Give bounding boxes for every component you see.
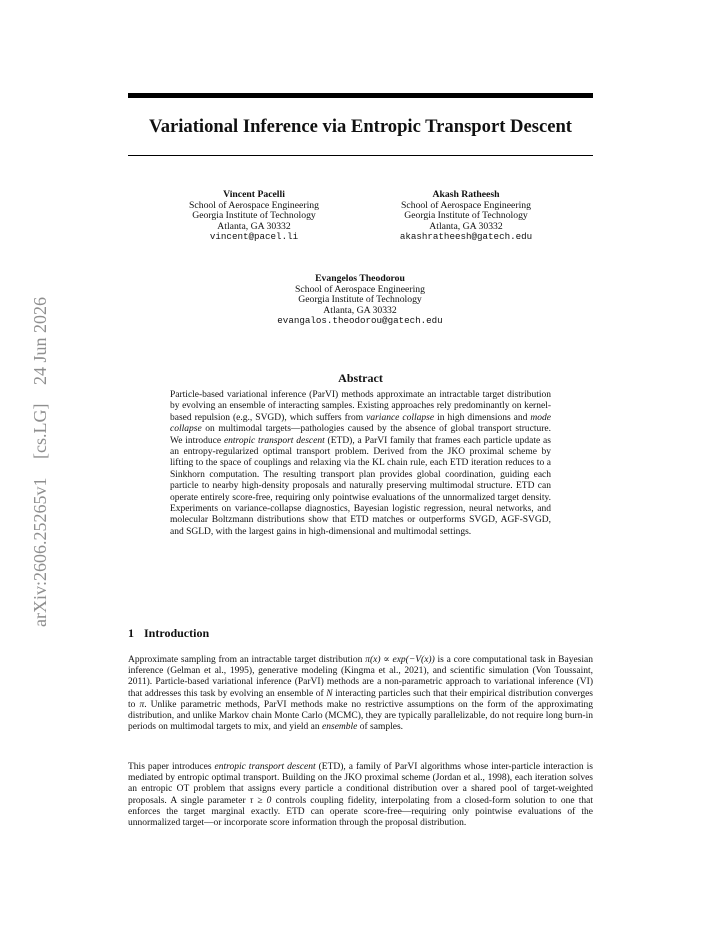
author-name: Evangelos Theodorou [315, 273, 405, 284]
section-heading-introduction [128, 626, 209, 641]
title-bottom-rule [128, 155, 593, 156]
arxiv-date: 24 Jun 2026 [30, 297, 50, 386]
author-city: Atlanta, GA 30332 [217, 220, 291, 232]
author-name: Akash Ratheesh [432, 189, 500, 200]
abstract-text: in high dimensions and [434, 412, 531, 423]
abstract-emphasis: variance collapse [366, 412, 435, 423]
author-email[interactable]: vincent@pacel.li [209, 231, 299, 243]
author-institution: Georgia Institute of Technology [298, 294, 422, 306]
math-expression: π(x) ∝ exp(−V(x)) [365, 655, 435, 665]
body-text: . Unlike parametric methods, ParVI methods make no restrictive assumptions on the form of the approximating distribution, and unlike Markov chain Monte Carlo (MCMC), they are typically parallelizable, do not require long burn-in periods on multimodal targets to mix, and yield an [128, 699, 593, 733]
math-expression: π [139, 699, 145, 710]
body-text: Approximate sampling from an intractable target distribution [128, 655, 366, 665]
author-city: Atlanta, GA 30332 [429, 220, 503, 232]
abstract-heading: Abstract [338, 371, 383, 385]
section-number: 1 [128, 626, 134, 640]
section-title: Introduction [144, 626, 210, 640]
intro-paragraph [128, 762, 593, 829]
author-institution: Georgia Institute of Technology [192, 210, 316, 222]
abstract-text: on multimodal targets—pathologies caused by the absence of global transport structure. We introduce [170, 424, 551, 446]
body-text: This paper introduces [128, 762, 215, 772]
paper-title: Variational Inference via Entropic Transport Descent [149, 116, 572, 137]
body-text: (ETD), a family of ParVI algorithms whose inter-particle interaction is mediated by entropic optimal transport. Building on the JKO proximal scheme (Jordan et al., 1998), each iteration solves an entropic OT problem that assigns every particle a conditional distribution over a shared pool of target-weighted proposals. A single parameter [128, 762, 594, 806]
title-top-rule [128, 93, 593, 98]
author-block [250, 274, 470, 327]
arxiv-id[interactable]: arXiv:2606.25265v1 [30, 477, 50, 627]
author-department: School of Aerospace Engineering [189, 199, 319, 211]
body-emphasis: ensemble [322, 722, 358, 733]
author-department: School of Aerospace Engineering [295, 283, 425, 295]
math-expression: N [326, 688, 333, 699]
body-text: is a core computational task in Bayesian inference (Gelman et al., 1995), generative modeling (Kingma et al., 2021), and scientific simulation (Von Toussaint, 2011). Particle-based variational inference (ParVI) methods are a non-parametric approach to variational inference (VI) that addresses this task by evolving an ensemble of [128, 655, 593, 699]
author-institution: Georgia Institute of Technology [404, 210, 528, 222]
body-text: of samples. [357, 722, 404, 733]
abstract-text: Particle-based variational inference (ParVI) methods approximate an intractable target distribution by evolving an ensemble of interacting samples. Existing approaches rely predominantly on kernel-based repulsion (e.g., SVGD), which suffers from [170, 390, 551, 423]
author-city: Atlanta, GA 30332 [323, 304, 397, 316]
body-text: interacting particles such that their empirical distribution converges to [128, 688, 594, 710]
author-email[interactable]: akashratheesh@gatech.edu [399, 231, 533, 243]
author-block [356, 190, 576, 243]
author-department: School of Aerospace Engineering [401, 199, 531, 211]
abstract-emphasis: entropic transport descent [223, 435, 325, 446]
intro-paragraph [128, 655, 593, 733]
author-block [144, 190, 364, 243]
body-text: controls coupling fidelity, interpolating from a closed-form solution to one that enforces the target marginal exactly. ETD can operate score-free—requiring only pointwise evaluations of the unnormalized target—or incorporate score information through the proposal distribution. [128, 795, 594, 829]
math-expression: τ ≥ 0 [249, 795, 272, 806]
body-emphasis: entropic transport descent [214, 762, 316, 772]
author-email[interactable]: evangalos.theodorou@gatech.edu [277, 315, 443, 327]
arxiv-identifier-sidebar [25, 262, 55, 662]
abstract-body [170, 390, 551, 538]
abstract-text: (ETD), a ParVI family that frames each particle update as an entropy-regularized optimal transport problem. Derived from the JKO proximal scheme by lifting to the space of couplings and relaxing via the KL chain rule, each ETD iteration reduces to a Sinkhorn computation. The resulting transport plan provides global coordination, guiding each particle to nearby high-density proposals and naturally preserving multimodal structure. ETD can operate entirely score-free, requiring only pointwise evaluations of the unnormalized target density. Experiments on variance-collapse diagnostics, Bayesian logistic regression, neural networks, and molecular Boltzmann distributions show that ETD matches or outperforms SVGD, AGF-SVGD, and SGLD, with the largest gains in high-dimensional and multimodal settings. [170, 435, 551, 537]
abstract-emphasis: mode collapse [170, 412, 551, 435]
arxiv-category: [cs.LG] [30, 403, 50, 460]
author-name: Vincent Pacelli [223, 189, 285, 200]
